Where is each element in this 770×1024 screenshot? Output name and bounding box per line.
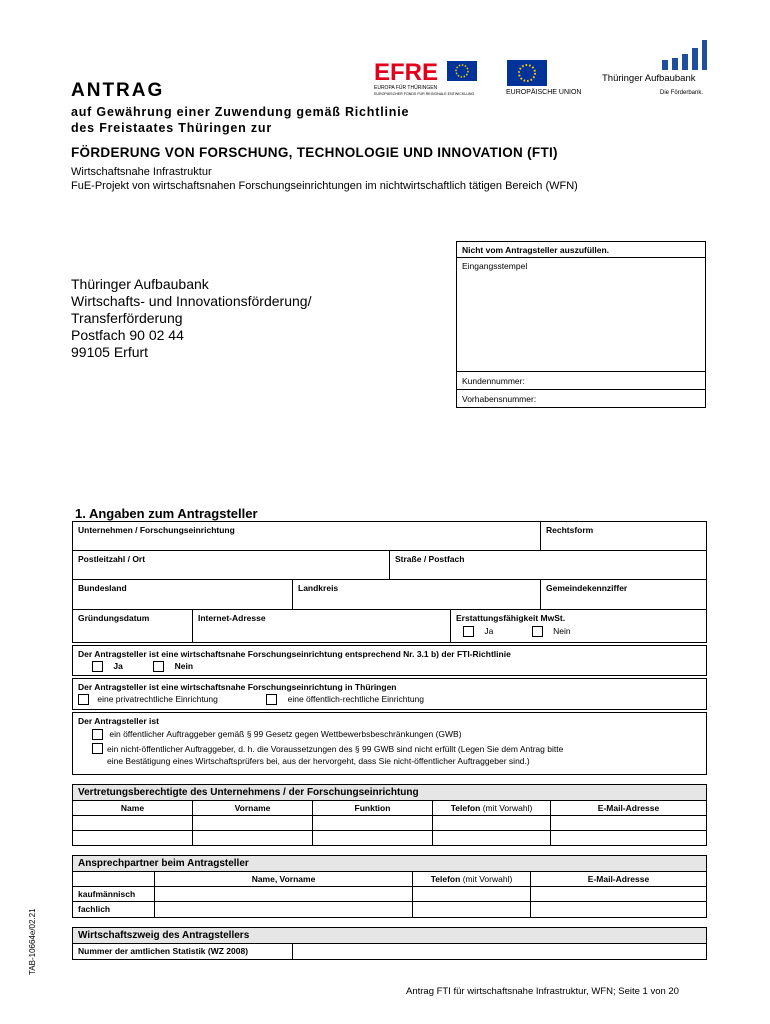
recipient-address [71,276,311,361]
rep-row2-firstname[interactable] [192,830,313,846]
municipal-label: Gemeindekennziffer [546,583,628,593]
technical-name-field[interactable] [154,901,413,918]
page-footer: Antrag FTI für wirtschaftsnahe Infrastruktur, WFN; Seite 1 von 20 [406,986,679,997]
rep-row1-email[interactable] [550,815,707,831]
contacts-row-commercial: kaufmännisch [72,886,155,902]
efre-sub2: EUROPÄISCHER FONDS FÜR REGIONALE ENTWICKLUNG [374,92,475,96]
stamp-label: Eingangsstempel [462,261,528,271]
fti-no-label: Nein [174,661,194,671]
vat-no-checkbox[interactable] [532,626,543,637]
tab-logo-sub: Die Förderbank. [660,90,704,96]
rep-row1-firstname[interactable] [192,815,313,831]
recipient-line5: 99105 Erfurt [71,344,149,360]
recipient-line1: Thüringer Aufbaubank [71,276,209,292]
technical-email-field[interactable] [530,901,707,918]
subtitle-line2: des Freistaates Thüringen zur [71,121,273,135]
nonpublic-contractor-checkbox[interactable] [92,743,103,754]
rep-col-phone-label: Telefon [450,803,481,813]
rep-col-firstname: Vorname [192,800,313,816]
efre-logo-graphic [374,58,489,98]
stamp-field[interactable] [456,257,706,372]
office-box-header: Nicht vom Antragsteller auszufüllen. [456,241,706,258]
contacts-col-phone [412,871,531,887]
public-contractor-checkbox[interactable] [92,729,103,740]
contacts-corner [72,871,155,887]
question-fti-label: Der Antragsteller ist eine wirtschaftsnahe Forschungseinrichtung entsprechend Nr. 3.1 b) der FTI-Richtlinie [78,649,511,659]
form-code: TAB-10664e/02.21 [28,908,37,975]
wz-label: Nummer der amtlichen Statistik (WZ 2008) [72,943,293,960]
company-field[interactable] [72,521,541,551]
company-label: Unternehmen / Forschungseinrichtung [78,525,235,535]
question-contracting-block [72,712,707,775]
customer-number-field[interactable] [456,371,706,390]
fti-yes-label: Ja [113,661,123,671]
project-number-field[interactable] [456,389,706,408]
district-field[interactable] [292,579,541,610]
founded-label: Gründungsdatum [78,613,150,623]
efre-logo-text: EFRE [374,59,439,86]
rep-row2-phone[interactable] [432,830,551,846]
question-contracting-label: Der Antragsteller ist [78,716,159,726]
rep-col-phone-note: (mit Vorwahl) [482,803,533,813]
recipient-line3: Transferförderung [71,310,183,326]
street-label: Straße / Postfach [395,554,465,564]
recipient-line2: Wirtschafts- und Innovationsförderung/ [71,293,312,309]
question-thuringia-label: Der Antragsteller ist eine wirtschaftsnahe Forschungseinrichtung in Thüringen [78,682,397,692]
vat-field [450,609,707,643]
customer-number-label: Kundennummer: [462,376,525,386]
industry-title: Wirtschaftszweig des Antragstellers [72,927,707,944]
legal-form-field[interactable] [540,521,707,551]
wz-number-field[interactable] [292,943,707,960]
contacts-col-phone-label: Telefon [430,874,461,884]
private-checkbox[interactable] [78,694,89,705]
municipal-code-field[interactable] [540,579,707,610]
commercial-email-field[interactable] [530,886,707,902]
fti-yes-checkbox[interactable] [92,661,103,672]
contacts-col-phone-note: (mit Vorwahl) [462,874,513,884]
subtitle-line1: auf Gewährung einer Zuwendung gemäß Richtlinie [71,105,410,119]
website-field[interactable] [192,609,451,643]
recipient-line4: Postfach 90 02 44 [71,327,184,343]
subtitle [71,104,409,136]
page-title: ANTRAG [71,80,165,101]
founding-date-field[interactable] [72,609,193,643]
vat-no-label: Nein [553,626,571,636]
technical-phone-field[interactable] [412,901,531,918]
rep-col-function: Funktion [312,800,433,816]
tab-logo [602,38,712,103]
program-title: FÖRDERUNG VON FORSCHUNG, TECHNOLOGIE UND INNOVATION (FTI) [71,145,558,160]
public-contractor-label: ein öffentlicher Auftraggeber gemäß § 99 Gesetz gegen Wettbewerbsbeschränkungen (GWB) [109,729,462,739]
vat-yes-checkbox[interactable] [463,626,474,637]
rep-col-name: Name [72,800,193,816]
vat-label: Erstattungsfähigkeit MwSt. [456,613,566,623]
eu-logo-text: EUROPÄISCHE UNION [506,89,582,96]
rep-row2-name[interactable] [72,830,193,846]
vat-yes-label: Ja [484,626,494,636]
website-label: Internet-Adresse [198,613,266,623]
legal-form-label: Rechtsform [546,525,594,535]
rep-row2-function[interactable] [312,830,433,846]
rep-row1-phone[interactable] [432,815,551,831]
contacts-col-name: Name, Vorname [154,871,413,887]
tab-logo-graphic [602,38,712,98]
project-number-label: Vorhabensnummer: [462,394,537,404]
commercial-phone-field[interactable] [412,886,531,902]
desc-line1: Wirtschaftsnahe Infrastruktur [71,166,212,178]
desc-line2: FuE-Projekt von wirtschaftsnahen Forschungseinrichtungen im nichtwirtschaftlich tätigen Bereich (WFN) [71,180,578,192]
rep-col-email: E-Mail-Adresse [550,800,707,816]
eu-logo [506,58,596,103]
nonpublic-line1: ein nicht-öffentlicher Auftraggeber, d. h. die Voraussetzungen des § 99 GWB sind nicht erfüllt (Legen Sie dem Antrag bitte [107,744,564,755]
zip-city-field[interactable] [72,550,390,580]
state-field[interactable] [72,579,293,610]
fti-no-checkbox[interactable] [153,661,164,672]
rep-col-phone [432,800,551,816]
rep-row1-function[interactable] [312,815,433,831]
public-checkbox[interactable] [266,694,277,705]
state-label: Bundesland [78,583,127,593]
district-label: Landkreis [298,583,339,593]
contacts-row-technical: fachlich [72,901,155,918]
contacts-col-email: E-Mail-Adresse [530,871,707,887]
representatives-title: Vertretungsberechtigte des Unternehmens / der Forschungseinrichtung [72,784,707,801]
question-thuringia-block [72,678,707,710]
question-fti-block [72,645,707,676]
eu-flag-icon [506,58,596,98]
efre-logo [374,58,489,103]
section-1-title: 1. Angaben zum Antragsteller [75,506,258,521]
rep-row2-email[interactable] [550,830,707,846]
rep-row1-name[interactable] [72,815,193,831]
contacts-title: Ansprechpartner beim Antragsteller [72,855,707,872]
zip-city-label: Postleitzahl / Ort [78,554,146,564]
public-label: eine öffentlich-rechtliche Einrichtung [287,694,425,704]
efre-sub1: EUROPA FÜR THÜRINGEN [374,85,438,91]
commercial-name-field[interactable] [154,886,413,902]
program-description [71,165,578,193]
nonpublic-line2: eine Bestätigung eines Wirtschaftsprüfers bei, aus der hervorgeht, dass Sie nicht-öffentlicher Auftraggeber sind.) [107,756,530,767]
street-field[interactable] [389,550,707,580]
tab-logo-text: Thüringer Aufbaubank [602,73,696,84]
private-label: eine privatrechtliche Einrichtung [97,694,218,704]
